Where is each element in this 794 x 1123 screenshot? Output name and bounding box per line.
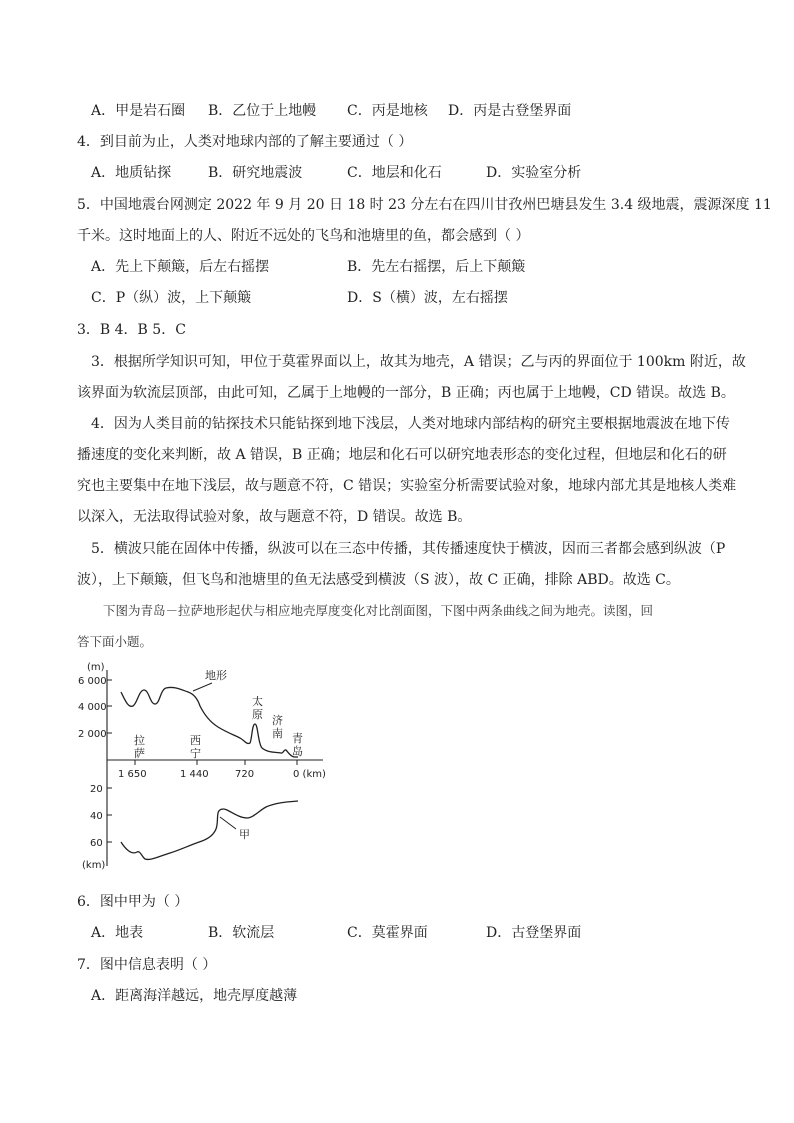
q5-stem-line-2: 千米。这时地面上的人、附近不远处的飞鸟和池塘里的鱼，都会感到（ ） [77, 228, 530, 244]
explanation-5-line-2: 波），上下颠簸，但飞鸟和池塘里的鱼无法感受到横波（S 波），故 C 正确，排除 ABD。故选 C。 [77, 572, 680, 588]
x-label-1650: 1 650 [118, 769, 147, 780]
depth-label-40: 40 [90, 811, 103, 822]
q5-stem-line-1: 5．中国地震台网测定 2022 年 9 月 20 日 18 时 23 分左右在四川甘孜州巴塘县发生 3.4 级地震，震源深度 11 [77, 197, 772, 213]
city-lhasa-2: 萨 [134, 747, 145, 760]
x-label-720: 720 [235, 769, 255, 780]
depth-label-20: 20 [90, 784, 103, 795]
q4-stem: 4．到目前为止，人类对地球内部的了解主要通过（ ） [77, 134, 413, 150]
figure-intro-line-1: 下图为青岛－拉萨地形起伏与相应地壳厚度变化对比剖面图，下图中两条曲线之间为地壳。读图，回 [103, 603, 654, 618]
moho-curve [121, 801, 298, 859]
terrain-leader-line [193, 683, 212, 691]
q3-option-b: B．乙位于上地幔 [208, 103, 317, 119]
q3-option-d: D．丙是古登堡界面 [448, 103, 572, 119]
q6-option-a: A．地表 [91, 925, 144, 941]
x-label-0km: 0 (km) [293, 769, 326, 780]
q4-option-b: B．研究地震波 [208, 165, 303, 181]
city-lhasa-1: 拉 [134, 734, 145, 747]
explanation-5-line-1: 5．横波只能在固体中传播，纵波可以在三态中传播，其传播速度快于横波，因而三者都会感到纵波（P [91, 541, 726, 557]
explanation-4-line-4: 以深入，无法取得试验对象，故与题意不符，D 错误。故选 B。 [77, 509, 472, 525]
city-taiyuan-1: 太 [252, 695, 263, 708]
answer-key: 3．B 4．B 5．C [77, 322, 186, 338]
q4-option-d: D．实验室分析 [486, 165, 582, 181]
q7-stem: 7．图中信息表明（ ） [77, 957, 217, 973]
explanation-4-line-3: 究也主要集中在地下浅层，故与题意不符，C 错误；实验室分析需要试验对象，地球内部尤其是地核人类难 [77, 478, 737, 494]
y-label-2000: 2 000 [78, 729, 107, 740]
jia-leader-line [220, 817, 236, 829]
terrain-label: 地形 [205, 669, 227, 682]
city-xining-2: 宁 [190, 747, 201, 760]
explanation-3-line-1: 3．根据所学知识可知，甲位于莫霍界面以上，故其为地壳，A 错误；乙与丙的界面位于 100km 附近，故 [91, 354, 746, 370]
q3-option-a: A．甲是岩石圈 [91, 103, 186, 119]
jia-label: 甲 [239, 828, 250, 841]
q6-option-d: D．古登堡界面 [486, 925, 582, 941]
q5-option-c: C．P（纵）波，上下颠簸 [91, 290, 252, 306]
q6-stem: 6．图中甲为（ ） [77, 894, 189, 910]
city-qingdao-2: 岛 [292, 745, 303, 758]
q5-option-d: D．S（横）波，左右摇摆 [347, 290, 508, 306]
depth-label-60: 60 [90, 838, 103, 849]
q5-option-b: B．先左右摇摆，后上下颠簸 [347, 259, 526, 275]
q6-option-b: B．软流层 [208, 925, 275, 941]
figure-intro-line-2: 答下面小题。 [77, 634, 153, 649]
q4-option-a: A．地质钻探 [91, 165, 172, 181]
q3-option-c: C．丙是地核 [347, 103, 428, 119]
q5-option-a: A．先上下颠簸，后左右摇摆 [91, 259, 270, 275]
explanation-4-line-2: 播速度的变化来判断，故 A 错误，B 正确；地层和化石可以研究地表形态的变化过程，但地层和化石的研 [77, 447, 727, 463]
city-xining-1: 西 [190, 734, 201, 747]
explanation-4-line-1: 4．因为人类目前的钻探技术只能钻探到地下浅层，人类对地球内部结构的研究主要根据地震波在地下传 [91, 416, 730, 432]
city-taiyuan-2: 原 [252, 708, 263, 721]
elevation-unit: (m) [87, 662, 105, 673]
explanation-3-line-2: 该界面为软流层顶部，由此可知，乙属于上地幔的一部分，B 正确；丙也属于上地幔，CD 错误。故选 B。 [77, 385, 735, 401]
y-label-6000: 6 000 [78, 676, 107, 687]
depth-unit: (km) [82, 860, 106, 871]
q6-option-c: C．莫霍界面 [347, 925, 428, 941]
city-qingdao-1: 青 [292, 732, 303, 745]
q4-option-c: C．地层和化石 [347, 165, 442, 181]
city-jinan-2: 南 [272, 727, 283, 740]
city-jinan-1: 济 [272, 714, 283, 727]
q7-option-a: A．距离海洋越远，地壳厚度越薄 [91, 988, 298, 1004]
x-label-1440: 1 440 [180, 769, 209, 780]
y-label-4000: 4 000 [78, 702, 107, 713]
